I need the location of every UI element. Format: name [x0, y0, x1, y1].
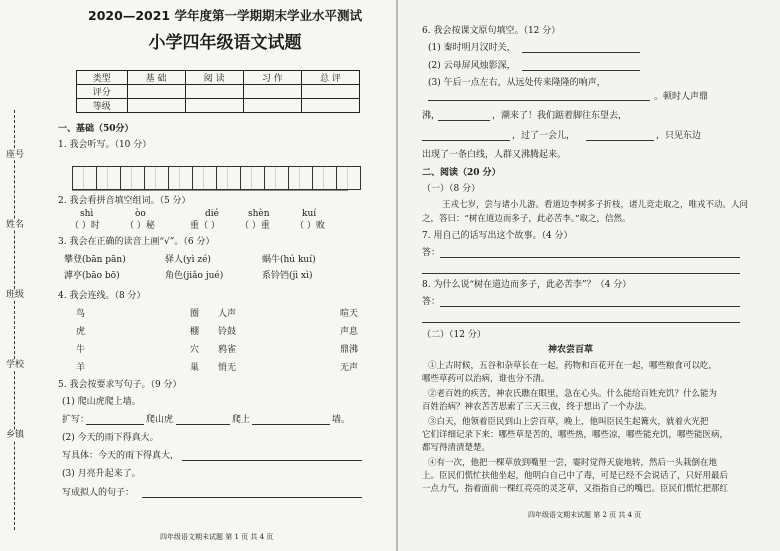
question-6-3-e: ，过了一会儿， [512, 131, 576, 141]
question-6-3-d: ，潮来了！我们踮着脚往东望去， [492, 111, 628, 121]
match-item[interactable]: 悄无 [218, 363, 237, 373]
score-header-cell: 总 评 [301, 71, 359, 85]
answer-line[interactable] [176, 424, 230, 425]
question-6-2: (2) 云母屏风烛影深， [428, 61, 516, 71]
pinyin-1: shì [80, 209, 94, 219]
score-row [77, 99, 360, 113]
margin-label-name: 姓名 [5, 220, 24, 230]
answer-line[interactable] [422, 322, 740, 323]
passage-1-line: 王戎七岁，尝与诸小儿游。看道边李树多子折枝，诸儿竞走取之，唯戎不动。人问 [442, 200, 749, 210]
pronunciation-option[interactable]: 攀登(bān pān) [64, 255, 126, 265]
grid-divider [72, 190, 348, 191]
answer-line[interactable] [142, 497, 362, 498]
score-table [76, 70, 360, 113]
match-item[interactable]: 棚 [190, 327, 200, 337]
answer-line[interactable] [86, 424, 144, 425]
score-cell[interactable] [185, 85, 243, 99]
score-cell[interactable] [301, 99, 359, 113]
pronunciation-option[interactable]: 蜗牛(hú kuí) [262, 255, 316, 265]
answer-line[interactable] [440, 257, 740, 258]
score-row [77, 85, 360, 99]
answer-line[interactable] [522, 52, 640, 53]
simile-label: 写具体：今天的雨下得真大， [62, 451, 180, 461]
question-5-2: (2) 今天的雨下得真大。 [62, 433, 159, 443]
passage-2-line: 百姓治病？神农苦苦思索了三天三夜，终于想出了一个办法。 [422, 402, 652, 412]
blank-2[interactable]: （ ）秘 [125, 221, 155, 231]
page-footer: 四年级语文期末试题 第 2 页 共 4 页 [528, 511, 642, 519]
match-item[interactable]: 喧天 [340, 309, 359, 319]
passage-2-line: 一点力气，指着面前一棵红亮亮的灵芝草，又指指自己的嘴巴。臣民们慌忙把那红 [422, 484, 729, 494]
score-cell[interactable] [243, 85, 301, 99]
margin-label-class: 班级 [5, 290, 24, 300]
expand-mid-2: 爬上 [232, 415, 251, 425]
reading-part-2: （二）（12 分） [422, 330, 486, 340]
pronunciation-option[interactable]: 滹亭(bāo bō) [64, 271, 120, 281]
match-item[interactable]: 虎 [76, 327, 86, 337]
question-5-1: (1) 爬山虎爬上墙。 [62, 397, 141, 407]
right-page [398, 0, 780, 551]
blank-1[interactable]: （ ）时 [70, 221, 100, 231]
page-footer: 四年级语文期末试题 第 1 页 共 4 页 [160, 533, 274, 541]
answer-label: 答： [422, 248, 441, 258]
match-item[interactable]: 羊 [76, 363, 86, 373]
answer-line[interactable] [252, 424, 330, 425]
score-header-cell: 基 础 [127, 71, 185, 85]
match-item[interactable]: 鼎沸 [340, 345, 359, 355]
passage-2-line: ④有一次，他把一棵草放到嘴里一尝，霎时觉得天旋地转，然后一头栽倒在地 [428, 458, 718, 468]
score-cell[interactable] [243, 99, 301, 113]
match-item[interactable]: 牛 [76, 345, 86, 355]
pronunciation-option[interactable]: 系铃铛(jì xì) [262, 271, 313, 281]
question-2: 2. 我会看拼音填空组词。（5 分） [58, 196, 191, 206]
question-6-3-b: 。顿时人声鼎 [654, 92, 709, 102]
section-basics: 一、基础（50分） [58, 124, 134, 134]
exam-title: 2020—2021 学年度第一学期期末学业水平测试 [88, 8, 362, 23]
score-cell[interactable] [185, 99, 243, 113]
question-6-1: (1) 秦时明月汉时关， [428, 43, 516, 53]
answer-line[interactable] [422, 273, 740, 274]
score-cell[interactable] [301, 85, 359, 99]
match-item[interactable]: 铃鼓 [218, 327, 237, 337]
question-7: 7. 用自己的话写出这个故事。（4 分） [422, 231, 573, 241]
expand-end: 墙。 [332, 415, 351, 425]
binding-line [14, 110, 15, 530]
question-5-3: (3) 月亮升起来了。 [62, 469, 141, 479]
match-item[interactable]: 鸦雀 [218, 345, 237, 355]
question-6-3: (3) 午后一点左右，从远处传来隆隆的响声， [428, 78, 606, 88]
answer-line[interactable] [440, 306, 740, 307]
passage-2-line: ③白天，他领着臣民到山上尝百草，晚上，他叫臣民生起篝火，就着火光把 [428, 417, 709, 427]
passage-2-line: ②老百姓的疾苦，神农氏瞧在眼里，急在心头。什么能给百姓充饥？什么能为 [428, 389, 718, 399]
score-header-cell: 习 作 [243, 71, 301, 85]
match-item[interactable]: 声息 [340, 327, 359, 337]
expand-mid-1: 爬山虎 [146, 415, 174, 425]
match-item[interactable]: 人声 [218, 309, 237, 319]
question-6-3-g: 出现了一条白线，人群又沸腾起来。 [422, 150, 567, 160]
margin-label-seat: 座号 [5, 150, 24, 160]
question-1: 1. 我会听写。（10 分） [58, 140, 152, 150]
answer-line[interactable] [422, 140, 510, 141]
page-title: 小学四年级语文试题 [148, 33, 302, 53]
passage-2-line: 哪些草药可以治病，谁也分不清。 [422, 374, 550, 384]
passage-2-title: 神农尝百草 [548, 345, 594, 355]
margin-label-school: 学校 [5, 360, 24, 370]
score-table-header [77, 71, 360, 85]
reading-part-1: （一）（8 分） [422, 184, 481, 194]
question-3: 3. 我会在正确的读音上画“√”。（6 分） [58, 237, 215, 247]
passage-2-line: 它们详细记录下来：哪些草是苦的，哪些热，哪些凉，哪些能充饥，哪些能医病， [422, 430, 729, 440]
section-reading: 二、阅读（20 分） [422, 168, 501, 178]
margin-label-township: 乡镇 [5, 430, 24, 440]
pronunciation-option[interactable]: 驿人(yì zé) [165, 255, 211, 265]
pinyin-4: shèn [248, 209, 270, 219]
match-item[interactable]: 鸟 [76, 309, 86, 319]
blank-3[interactable]: 重（ ） [190, 221, 220, 231]
answer-label: 答： [422, 297, 441, 307]
pinyin-2: òo [135, 209, 146, 219]
question-4: 4. 我会连线。（8 分） [58, 291, 146, 301]
score-row-label: 等级 [77, 99, 128, 113]
answer-line[interactable] [438, 120, 490, 121]
personify-label: 写成拟人的句子： [62, 488, 135, 498]
score-cell[interactable] [127, 99, 185, 113]
passage-2-line: ①上古时候，五谷和杂草长在一起，药物和百花开在一起，哪些粮食可以吃， [428, 361, 718, 371]
pronunciation-option[interactable]: 角色(jiǎo jué) [165, 271, 224, 281]
pinyin-3: dié [205, 209, 219, 219]
question-6-3-c: 沸， [422, 111, 441, 121]
question-8: 8. 为什么说“树在道边而多子，此必苦李”？（4 分） [422, 280, 632, 290]
answer-line[interactable] [586, 140, 654, 141]
match-item[interactable]: 无声 [340, 363, 359, 373]
question-5: 5. 我会按要求写句子。（9 分） [58, 380, 182, 390]
blank-4[interactable]: （ ）重 [240, 221, 270, 231]
blank-5[interactable]: （ ）败 [295, 221, 325, 231]
passage-1-line: 之，答曰：“树在道边而多子，此必苦李。”取之，信然。 [422, 214, 631, 224]
question-6: 6. 我会按课文原句填空。（12 分） [422, 26, 561, 36]
score-row-label: 评分 [77, 85, 128, 99]
expand-label: 扩写： [62, 415, 90, 425]
answer-line[interactable] [428, 100, 650, 101]
passage-2-line: 上。臣民们慌忙扶他坐起，他明白自己中了毒，可是已经不会说话了，只好用最后 [422, 471, 729, 481]
match-item[interactable]: 巢 [190, 363, 200, 373]
score-cell[interactable] [127, 85, 185, 99]
pinyin-5: kuí [302, 209, 317, 219]
match-item[interactable]: 穴 [190, 345, 200, 355]
passage-2-line: 都写得清清楚楚。 [422, 443, 491, 453]
answer-line[interactable] [522, 70, 640, 71]
question-6-3-f: ，只见东边 [656, 131, 702, 141]
answer-line[interactable] [182, 460, 362, 461]
score-header-cell: 阅 读 [185, 71, 243, 85]
match-item[interactable]: 圈 [190, 309, 200, 319]
score-header-cell: 类型 [77, 71, 128, 85]
